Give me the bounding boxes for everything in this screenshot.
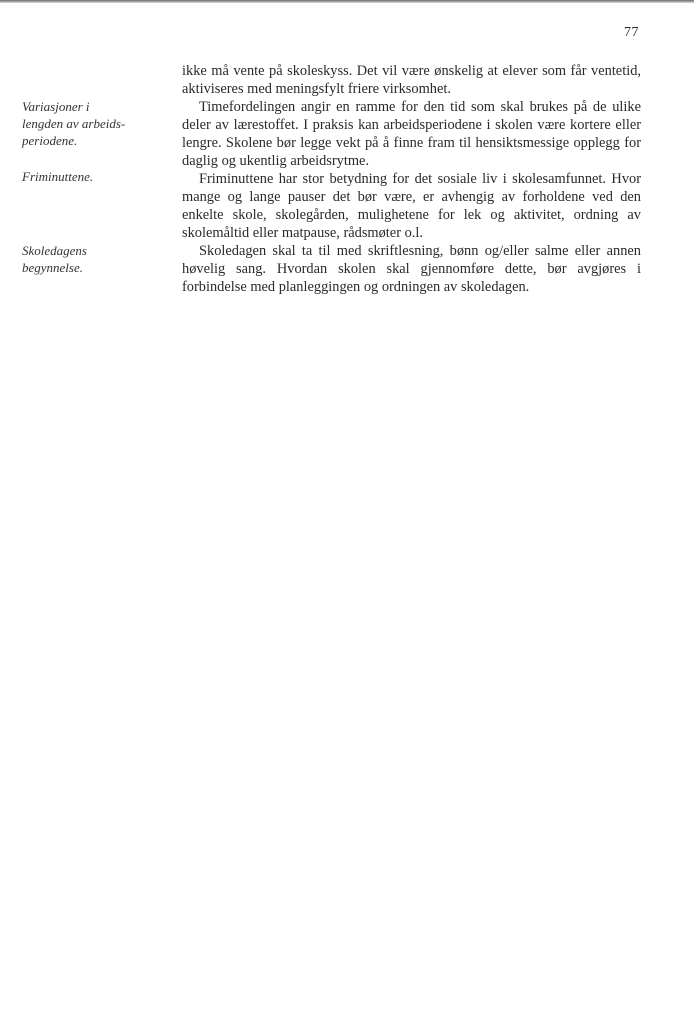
paragraph-friminuttene: Friminuttene har stor betydning for det sosiale liv i skolesamfunnet. Hvor mange og lange pauser det bør være, er avhengig av forholdene ved den enkelte skole, skolegården, mulighetene for lek og aktivitet, ordning av skolemåltid eller matpause, rådsmøter o.l.	[182, 171, 641, 241]
margin-note-skoledagens-begynnelse: Skoledagens begynnelse.	[22, 243, 87, 275]
paragraph-timefordelingen: Timefordelingen angir en ramme for den tid som skal brukes på de ulike deler av lærestoffet. I praksis kan arbeidsperiodene i skolen være kortere eller lengre. Skolene bør legge vekt på å finne fram til hensiktsmessige opplegg for daglig og ukentlig arbeidsrytme.	[182, 99, 641, 169]
margin-note-variasjoner: Variasjoner i lengden av arbeids- periodene.	[22, 99, 126, 148]
margin-note-friminuttene: Friminuttene.	[22, 169, 94, 184]
paragraph-continuation: ikke må vente på skoleskyss. Det vil være ønskelig at elever som får ventetid, aktiviseres med meningsfylt friere virksomhet.	[182, 63, 641, 97]
top-edge-rule	[0, 0, 694, 3]
page-number: 77	[624, 25, 639, 40]
body-text	[182, 62, 641, 296]
paragraph-skoledagen: Skoledagen skal ta til med skriftlesning, bønn og/eller salme eller annen høvelig sang. Hvordan skolen skal gjennomføre dette, bør avgjøres i forbindelse med planleggingen og ordningen av skoledagen.	[182, 243, 641, 295]
